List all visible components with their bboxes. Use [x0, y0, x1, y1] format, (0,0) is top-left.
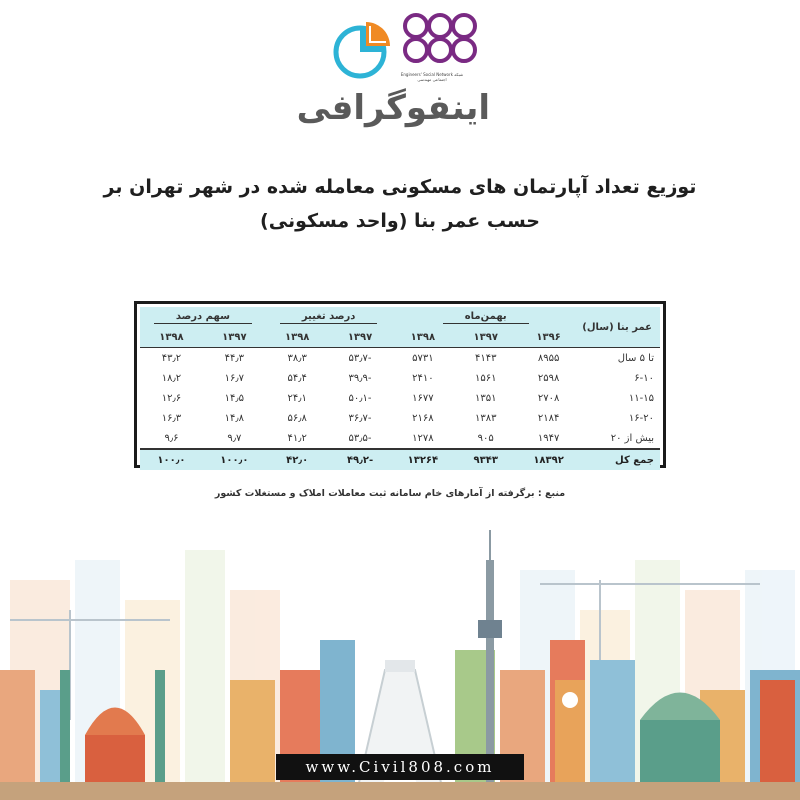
table-row — [140, 408, 660, 428]
source-note: منبع : برگرفته از آمارهای خام سامانه ثبت معاملات املاک و مستغلات کشور — [214, 488, 566, 499]
year-header: ۱۳۹۸ — [391, 328, 454, 348]
table-cell: ۱۹۴۷ — [537, 432, 560, 444]
table-cell: ۱۶٫۷ — [224, 372, 245, 384]
row-header: عمر بنا (سال) — [580, 307, 660, 348]
foreground-wall — [0, 782, 800, 800]
total-cell: ۱۰۰٫۰ — [203, 449, 266, 470]
table-cell: ۴۴٫۳ — [203, 348, 266, 369]
row-label: تا ۵ سال — [580, 348, 660, 369]
table-cell: ۱۸٫۲ — [161, 372, 182, 384]
stats-table — [140, 307, 660, 470]
table-cell: -۳۶٫۷ — [348, 412, 372, 424]
table-cell: ۹٫۷ — [227, 432, 242, 444]
building — [280, 670, 320, 800]
row-label: ۱۱-۱۵ — [628, 392, 654, 404]
total-cell: ۱۰۰٫۰ — [140, 449, 203, 470]
row-label: ۶-۱۰ — [634, 372, 654, 384]
building — [500, 670, 545, 800]
building — [0, 670, 35, 800]
table-cell: ۵۶٫۸ — [287, 412, 307, 424]
table-cell: ۵۷۳۱ — [391, 348, 454, 369]
year-header: ۱۳۹۷ — [454, 328, 517, 348]
building — [590, 660, 635, 800]
table-cell: -۳۹٫۹ — [348, 372, 372, 384]
table-cell: ۱۶٫۳ — [161, 412, 182, 424]
title-line-1: توزیع تعداد آپارتمان های مسکونی معامله شده در شهر تهران بر — [103, 176, 697, 198]
year-header: ۱۳۹۶ — [517, 328, 580, 348]
page-title — [80, 170, 720, 238]
row-label: بیش از ۲۰ — [610, 432, 654, 444]
table-cell: ۲۴۱۰ — [412, 372, 434, 384]
table-cell: ۳۸٫۳ — [266, 348, 329, 369]
table-cell: ۱۴٫۸ — [224, 412, 245, 424]
table-cell: -۵۳٫۷ — [329, 348, 392, 369]
table-cell: ۱۵۶۱ — [474, 372, 497, 384]
year-header: ۱۳۹۷ — [329, 328, 392, 348]
total-cell: ۹۳۴۳ — [454, 449, 517, 470]
table-cell: ۹٫۶ — [164, 432, 179, 444]
table-cell: ۲۱۸۴ — [537, 412, 560, 424]
table-cell: ۱۳۸۳ — [474, 412, 497, 424]
society-caption: Engineers' Social Network شبکه اجتماعی مهندسی — [400, 72, 464, 82]
table-cell: ۲۷۰۸ — [537, 392, 560, 404]
table-cell: ۹۰۵ — [477, 432, 494, 444]
total-row — [140, 449, 660, 470]
table-cell: ۲۱۶۸ — [412, 412, 434, 424]
table-row — [140, 368, 660, 388]
table-cell: ۱۳۵۱ — [474, 392, 497, 404]
table-cell: ۲۴٫۱ — [287, 392, 307, 404]
brand-name: اینفوگرافی — [296, 88, 490, 128]
table-cell: ۵۴٫۴ — [287, 372, 307, 384]
year-header: ۱۳۹۸ — [266, 328, 329, 348]
table-cell: -۵۳٫۵ — [348, 432, 372, 444]
group-header: بهمن‌ماه — [391, 307, 580, 328]
table-cell: ۱۶۷۷ — [412, 392, 434, 404]
table-cell: ۴۱۴۳ — [454, 348, 517, 369]
table-row — [140, 428, 660, 449]
logo-graphic — [300, 6, 500, 96]
total-cell: ۱۳۲۶۴ — [391, 449, 454, 470]
total-cell: -۴۹٫۲ — [329, 449, 392, 470]
row-label: ۱۶-۲۰ — [628, 412, 654, 424]
title-line-2: حسب عمر بنا (واحد مسکونی) — [260, 210, 540, 232]
brand-logo — [296, 6, 500, 136]
table-cell: -۵۰٫۱ — [348, 392, 372, 404]
table-row — [140, 348, 660, 369]
year-header: ۱۳۹۷ — [203, 328, 266, 348]
stats-table-frame — [134, 301, 666, 468]
website-banner[interactable]: www.Civil808.com — [276, 754, 524, 780]
pie-chart-icon — [336, 22, 390, 76]
table-cell: ۱۲٫۶ — [161, 392, 182, 404]
table-cell: ۸۹۵۵ — [517, 348, 580, 369]
808-emblem-icon — [405, 15, 475, 61]
total-cell: ۱۸۳۹۲ — [517, 449, 580, 470]
total-cell: ۴۲٫۰ — [266, 449, 329, 470]
total-label: جمع کل — [580, 449, 660, 470]
table-cell: ۱۴٫۵ — [224, 392, 245, 404]
table-row — [140, 388, 660, 408]
table-cell: ۴۳٫۲ — [140, 348, 203, 369]
table-cell: ۱۲۷۸ — [412, 432, 434, 444]
group-header: سهم درصد — [140, 307, 266, 328]
group-header: درصد تغییر — [266, 307, 392, 328]
table-cell: ۴۱٫۲ — [287, 432, 307, 444]
year-header: ۱۳۹۸ — [140, 328, 203, 348]
table-cell: ۲۵۹۸ — [537, 372, 560, 384]
